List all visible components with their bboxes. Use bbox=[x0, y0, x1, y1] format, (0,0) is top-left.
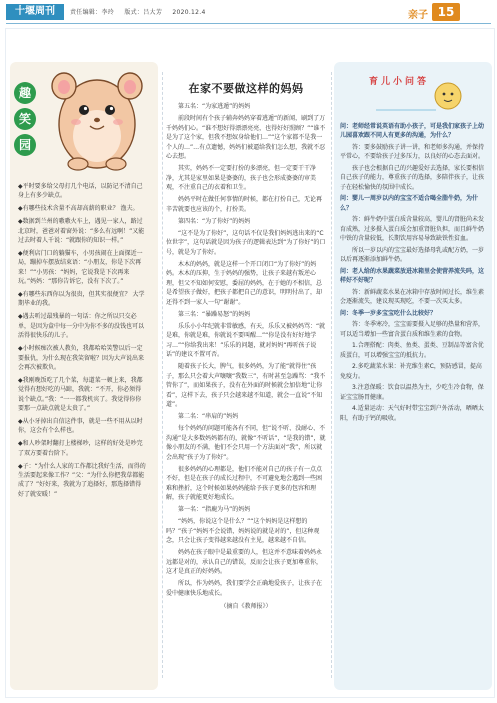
article-paragraph: 随着孩子长大，脾气，很多妈妈，为了能“就得住”孩子，那么只会着大声嚷嚷“我数三”，有时甚至急躁骂：“我不管你了”，而如果孩子，没有在外面的时候就会加倍地“让你看”，这样下去，孩子只会越来越不知道，就会一直说“不知道”。 bbox=[166, 363, 326, 408]
joke-item: ◆遇去听过最残暴的一句话：你之所以只交必单，是因为盒中每一分中为你不多的没钱也可以活得很快乐的儿子。 bbox=[18, 313, 145, 340]
question: 问：婴儿一周岁以内的宝宝不适合喝全脂牛奶，为什么？ bbox=[340, 195, 479, 212]
question: 问：老人给的水果蔬菜放进冰箱里会使营养流失吗，这样好不好呢？ bbox=[340, 267, 485, 285]
page-header bbox=[0, 0, 497, 24]
answer: 答：鲜牛奶中蛋白质含量较高，婴儿的肾脏尚未发育成熟，过多摄入蛋白质会加重肾脏负担，而且鲜牛奶中铁的含量较低，长期饮用容易导致缺铁性贫血。 bbox=[340, 216, 485, 243]
article-paragraph: 其实，妈妈不一定要打扮的多漂亮，但一定要干干净净，尤其是家里如果是婆婆的，孩子也会形成婆婆的审美观，不注重自己的衣着和卫生。 bbox=[166, 165, 317, 191]
article-paragraph: 第五名：“为家逃遁”的妈妈 bbox=[178, 103, 251, 110]
article-paragraph: 所以，作为妈妈，我们要学会正确地爱孩子，让孩子在爱中健康快乐地成长。 bbox=[166, 580, 323, 597]
joke-item: ◆有哪些技术含量不高却高薪的职业？ 渔夫。 bbox=[18, 205, 139, 213]
jokes-list bbox=[18, 182, 146, 503]
article-paragraph: 木木的妈妈，就是这样一个开口闭口“为了你好”的妈妈。木木的压抑，生于妈妈的强势，让孩子来越有叛逆心理，但父不知如何安慰，委屈的妈妈，在于她的不相信，总是希望孩子做好，把孩子都把自己的意识，明明付出了，却还得不到一家人一句“谢谢”。 bbox=[166, 260, 323, 306]
answer: 答：要多鼓励孩子讲一讲，和老师多沟通，并保持平常心，不要给孩子过多压力，以良好的心态去面对。 bbox=[340, 144, 485, 161]
answer: 答：新鲜蔬菜水果在冰箱中存放时间过长，维生素会逐渐流失，建议现买现吃，不要一次买太多。 bbox=[340, 288, 485, 306]
page-number: 15 bbox=[432, 3, 460, 21]
badge-1: 趣 bbox=[14, 82, 36, 104]
publication-name: 十堰周刊 bbox=[6, 4, 64, 20]
hamster-illustration bbox=[42, 52, 152, 182]
joke-item: ◆平时要多给父母打几个电话，以防记不清自己身上有多少缺点。 bbox=[18, 183, 143, 200]
answer: 孩子也会根据自己的兴趣爱好去选择，家长要相信自己孩子的能力，尊重孩子的选择，多陪伴孩子，让孩子在轻松愉快的氛围中成长。 bbox=[340, 165, 485, 191]
badge-3: 园 bbox=[14, 134, 36, 156]
qa-body bbox=[340, 122, 486, 425]
article-paragraph: 很多妈妈的心理都是，他们不能对自己的孩子有一点点不好，但是在孩子的成长过程中，不可避免地会遇到一些困难和挫折，这个时候如果妈妈能给予孩子更多的包容和理解，孩子就能更好地成长。 bbox=[166, 465, 323, 501]
joke-item: ◆数据到兰州的嗷嗷火车上，遇见一家人，路过北京时，爸爸对着窗外说：“多么有远啊！”又能过去时着人千说：“就跟你的知识一样。” bbox=[18, 218, 145, 245]
joke-item: ◆从小牙掉出自信这件事，就是一些不用从以时你，这会有个么样也。 bbox=[18, 417, 143, 435]
article-source: （摘自《教师报》） bbox=[220, 602, 272, 610]
joke-item: ◆我刚晚饭吃了几个菜，每道菜一顿上来，我都觉得有想好吃的马蹄，我就：“不开，你必须得说个缺点。”我：“一一都我机宾了。我觉得你你要那一点缺点就是太贵了。” bbox=[18, 376, 143, 413]
article-paragraph: 第三名：“暴躁易怒”的妈妈 bbox=[178, 310, 251, 318]
question: 问：冬季一岁多宝宝吃什么比较好？ bbox=[340, 309, 437, 317]
joke-item: ◆有哪些东西你以为很贵，但其实很便宜？ 大学期毕业的我。 bbox=[18, 291, 145, 308]
question: 问：老师经常说英语有助小孩子，可是我们家孩子上幼儿园喜欢跟不同人有更多的沟通，为什么？ bbox=[340, 123, 485, 140]
article-paragraph: 乐乐小小年纪就非常敏感，有天，乐乐又被妈妈骂：“就是难，你就是难，你就说不要叫醒…”“你是没有好好地学习…”“你给我出来！”乐乐的问题，就对妈妈“再听孩子说话”的建议不置可否。 bbox=[166, 322, 326, 358]
joke-item: ◆和人吵架时翻打上楼梯吵，这样的好处是吵完了双方要着台阶下。 bbox=[18, 440, 143, 457]
section-name: 亲子 bbox=[408, 10, 428, 21]
answer: 3.注意保暖：饮食以温热为主，少吃生冷食物，保证宝宝肠胃健康。 bbox=[340, 384, 484, 401]
joke-item: ◆子：“为什么人家的工作都比我好生活，而得的生活要起来像工作？”父：“为什么你把我草都能成了？”好好来，我就为了追择好，那选择错得好了就安暖！” bbox=[18, 462, 146, 498]
qa-title: 育儿小问答 bbox=[368, 77, 429, 87]
article-body bbox=[166, 102, 326, 598]
answer: 答：冬季寒冷，宝宝需要摄入足够的热量和营养，可以适当增加一些富含蛋白质和维生素的食物。 bbox=[340, 321, 485, 338]
main-article bbox=[166, 80, 326, 672]
joke-item: ◆便利店门口的躺猫车，小男孩闹在上面探近一局，蹦掉车摆放结束语：“小朋友，你是下次再来！”“小男孩：“妈妈，它说我是下次再来玩。”妈妈：“那你告诉它，没有下次了。” bbox=[18, 249, 143, 286]
article-paragraph: 第一名：“指鹿为马”的妈妈 bbox=[178, 506, 251, 513]
article-paragraph: 第四名：“为了你好”的妈妈 bbox=[178, 217, 251, 225]
editor-credit: 责任编辑：李玲 bbox=[70, 9, 115, 16]
article-paragraph: “妈妈，你说这个是什么？”“这个妈妈是这样想的吗？”孩子“妈妈不会说错，妈妈说的就是对的”，但这种观念，只会让孩子变得越来越没有主见，越来越不自信。 bbox=[166, 518, 320, 544]
joke-item: ◆小时候痴次被人教负，我都哈哈笑警以后一定要报仇，为什么现在我笑留啦？因为大声说出来会再次被欺负。 bbox=[18, 345, 145, 371]
article-paragraph: 前段时间有个孩子辅奔妈妈穿着逃遁“的新闻，刷到了万千妈妈们心。“谁不想好得漂漂亮亮，也得好好照顾？”“谁不是为了这个家，但我不想奴身给他们…”“这个家都不是我一个人的…”…有点遗憾，妈妈们被逼给我们怎么想，我就不忍心去想。 bbox=[166, 115, 326, 160]
article-paragraph: 第二名：“串肩的”妈妈 bbox=[178, 413, 239, 420]
header-rule bbox=[6, 23, 491, 24]
article-paragraph: 每个妈妈的问题可能各有不同，但“说不听、没耐心、不沟通”是大多数妈妈都有的，就像“不听话”，“是我的错”，就像小朋友的不满，他们不会只用一个方法面对“我”，所以就会出现“孩子为了你好”。 bbox=[166, 425, 326, 461]
article-paragraph: 妈妈平时在做任何事情的时候，都在打扮自己，无论再辛苦就要也应该的个，打扮美。 bbox=[166, 196, 323, 213]
badge-2: 笑 bbox=[14, 108, 36, 130]
article-paragraph: “这不是为了你好”，这句话不仅是我们妈妈逃出来的“C位世字”，这句话就是因为孩子的逻辑表达到“为了你好”的口号，就是为了你好。 bbox=[166, 229, 326, 256]
answer: 2.多吃蔬菜水果：补充维生素C，预防感冒，提高免疫力。 bbox=[340, 363, 482, 380]
answer: 4.适量运动：天气好时带宝宝到户外活动，晒晒太阳，有助于钙的吸收。 bbox=[340, 405, 484, 422]
column-badges bbox=[14, 82, 40, 160]
answer: 1.合理搭配：肉类、鱼类、蛋类、豆制品等富含优质蛋白，可以增强宝宝的抵抗力。 bbox=[340, 342, 484, 359]
header-meta bbox=[70, 7, 214, 16]
article-paragraph: 妈妈在孩子眼中是最重要的人，但这并不意味着妈妈永远都是对的，承认自己的错误，反而会让孩子更加尊重你，这才是真正的好妈妈。 bbox=[166, 549, 323, 575]
qa-title-wrap bbox=[354, 74, 444, 87]
issue-date: 2020.12.4 bbox=[172, 9, 206, 16]
designer-credit: 版式：吕大芳 bbox=[124, 9, 163, 16]
article-title: 在家不要做这样的妈妈 bbox=[188, 82, 304, 95]
answer: 所以一岁以内的宝宝最好选择母乳或配方奶，一岁以后再逐渐添加鲜牛奶。 bbox=[340, 246, 485, 264]
